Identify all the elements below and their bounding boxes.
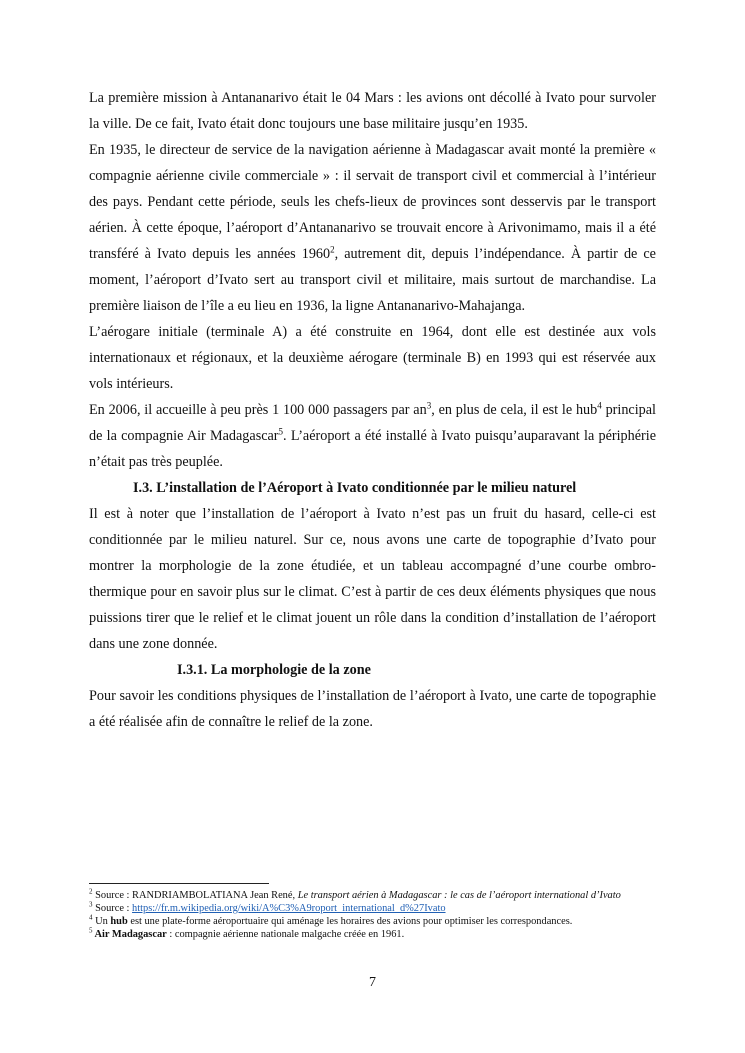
footnote-4: $^4$ Un hub est une plate-forme aéroportuaire qui aménage les horaires des avions pour optimiser les correspondances. (89, 913, 573, 927)
paragraph-installation: Il est à noter que l’installation de l’aéroport à Ivato n’est pas un fruit du hasard, celle-ci est conditionnée par le milieu naturel. Sur ce, nous avons une carte de topographie d’Ivato pour montrer la morphologie de la zone étudiée, et un tableau accompagné d’une courbe ombro-thermique pour en savoir plus sur le climat. C’est à partir de ces deux éléments physiques que nous puissions tirer que le relief et le climat jouent un rôle dans la condition d’installation de l’aéroport dans une zone donnée. (89, 506, 656, 652)
page-number: 7 (369, 975, 376, 990)
footnote-separator (89, 883, 269, 884)
wikipedia-link[interactable]: https://fr.m.wikipedia.org/wiki/A%C3%A9roport_international_d%27Ivato (132, 903, 446, 914)
footnote-2: $^2$ Source : RANDRIAMBOLATIANA Jean René, Le transport aérien à Madagascar : le cas de l’aéroport international d’Ivato (89, 887, 621, 901)
footnote-ref-2[interactable]: 2 (330, 244, 335, 255)
paragraph-aerogare: L’aérogare initiale (terminale A) a été construite en 1964, dont elle est destinée aux vols internationaux et régionaux, et la deuxième aérogare (terminale B) en 1993 qui est réservée aux vols intérieurs. (89, 324, 656, 392)
paragraph-topographie: Pour savoir les conditions physiques de l’installation de l’aéroport à Ivato, une carte de topographie a été réalisée afin de connaître le relief de la zone. (89, 688, 656, 730)
section-heading-i31: I.3.1. La morphologie de la zone (177, 662, 371, 678)
paragraph-2006: En 2006, il accueille à peu près 1 100 000 passagers par $an^3$, en plus de cela, il est le hub$^4$ principal de la compagnie Air Madagascar$^5$. L’aéroport a été installé à Ivato puisqu’auparavant la périphérie n’était pas très peuplée. (89, 400, 656, 470)
footnote-ref-4[interactable]: 4 (597, 400, 602, 411)
paragraph-1935: En 1935, le directeur de service de la navigation aérienne à Madagascar avait monté la première « compagnie aérienne civile commerciale » : il servait de transport civil et commercial à l’intérieur des pays. Pendant cette période, seuls les chefs-lieux de provinces sont desservis par le transport aérien. À cette époque, l’aéroport d’Antananarivo se trouvait encore à Arivonimamo, mais il a été transféré à Ivato depuis les années 1960$^2$, autrement dit, depuis l’indépendance. À partir de ce moment, l’aéroport d’Ivato sert au transport civil et militaire, mais surtout de marchandise. La première liaison de l’île a eu lieu en 1936, la ligne Antananarivo-Mahajanga. (89, 142, 656, 314)
footnote-3: $^3$ Source : https://fr.m.wikipedia.org/wiki/A%C3%A9roport_international_d%27Ivato (89, 900, 446, 914)
section-heading-i3: I.3. L’installation de l’Aéroport à Ivato conditionnée par le milieu naturel (133, 480, 577, 496)
footnote-5: $^5$ Air Madagascar : compagnie aérienne nationale malgache créée en 1961. (89, 926, 405, 940)
paragraph-first-mission: La première mission à Antananarivo était le 04 Mars : les avions ont décollé à Ivato pour survoler la ville. De ce fait, Ivato était donc toujours une base militaire jusqu’en 1935. (89, 90, 656, 132)
footnote-ref-5[interactable]: 5 (278, 426, 284, 437)
footnotes (89, 889, 649, 941)
body-text (89, 85, 656, 735)
footnote-ref-3[interactable]: 3 (426, 400, 432, 411)
